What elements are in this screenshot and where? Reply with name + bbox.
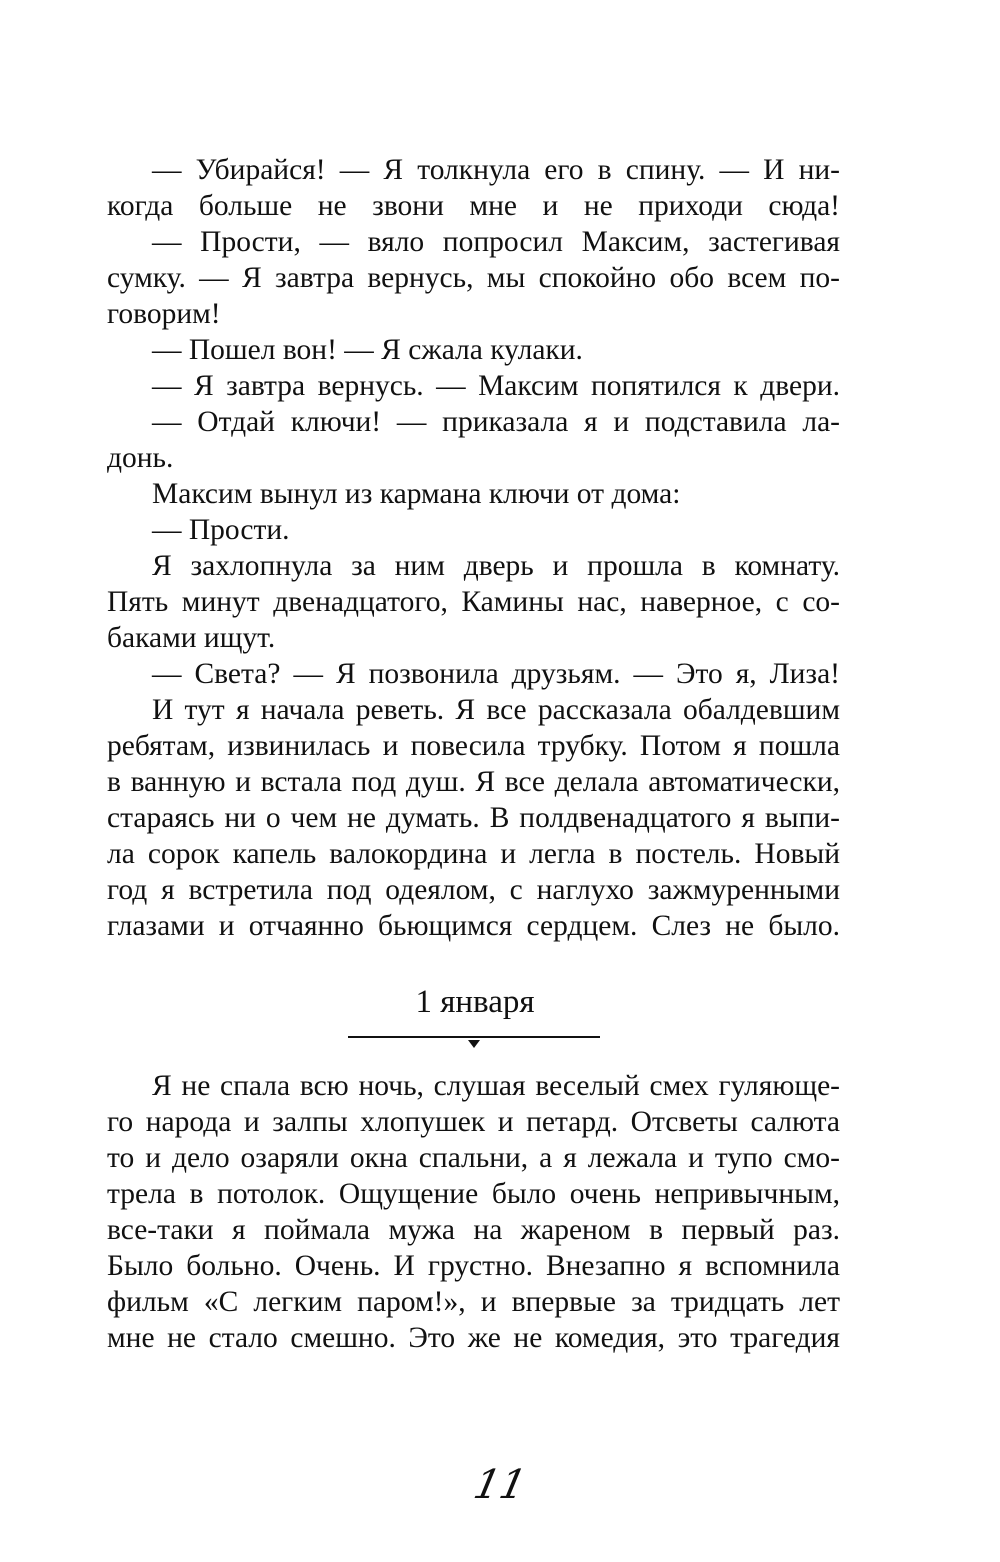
text-line: — Света? — Я позвонила друзьям. — Это я, Лиза!: [152, 658, 840, 690]
heading-rule: [348, 1036, 600, 1038]
text-line: го народа и залпы хлопушек и петард. Отсветы салюта: [107, 1106, 840, 1138]
text-line: ребятам, извинилась и повесила трубку. Потом я пошла: [107, 730, 840, 762]
text-line: Я захлопнула за ним дверь и прошла в комнату.: [152, 550, 840, 582]
text-line: — Убирайся! — Я толкнула его в спину. — И ни-: [152, 154, 840, 186]
text-line: баками ищут.: [107, 622, 276, 654]
text-line: говорим!: [107, 298, 221, 330]
text-line: донь.: [107, 442, 174, 474]
text-line: в ванную и встала под душ. Я все делала автоматически,: [107, 766, 840, 798]
text-line: Я не спала всю ночь, слушая веселый смех гуляюще-: [152, 1070, 840, 1102]
text-line: мне не стало смешно. Это же не комедия, это трагедия: [107, 1322, 840, 1354]
text-line: Максим вынул из кармана ключи от дома:: [152, 478, 681, 510]
text-line: И тут я начала реветь. Я все рассказала обалдевшим: [152, 694, 840, 726]
text-line: все-таки я поймала мужа на жареном в первый раз.: [107, 1214, 840, 1246]
text-line: — Пошел вон! — Я сжала кулаки.: [152, 334, 583, 366]
text-line: трела в потолок. Ощущение было очень непривычным,: [107, 1178, 840, 1210]
text-line: — Отдай ключи! — приказала я и подставила ла-: [152, 406, 840, 438]
text-line: фильм «С легким паром!», и впервые за тридцать лет: [107, 1286, 840, 1318]
text-line: ла сорок капель валокордина и легла в постель. Новый: [107, 838, 840, 870]
text-line: сумку. — Я завтра вернусь, мы спокойно обо всем по-: [107, 262, 840, 294]
text-line: то и дело озаряли окна спальни, а я лежала и тупо смо-: [107, 1142, 840, 1174]
text-line: когда больше не звони мне и не приходи сюда!: [107, 190, 840, 222]
text-line: Было больно. Очень. И грустно. Внезапно я вспомнила: [107, 1250, 840, 1282]
text-line: глазами и отчаянно бьющимся сердцем. Слез не было.: [107, 910, 840, 942]
text-line: — Прости.: [152, 514, 290, 546]
page-number: 11: [469, 1462, 531, 1508]
text-line: год я встретила под одеялом, с наглухо зажмуренными: [107, 874, 840, 906]
chapter-heading: 1 января: [415, 984, 535, 1020]
text-line: Пять минут двенадцатого, Камины нас, наверное, с со-: [107, 586, 840, 618]
text-line: стараясь ни о чем не думать. В полдвенадцатого я выпи-: [107, 802, 840, 834]
text-line: — Прости, — вяло попросил Максим, застегивая: [152, 226, 840, 258]
heading-ornament: [468, 1040, 480, 1048]
text-line: — Я завтра вернусь. — Максим попятился к двери.: [152, 370, 840, 402]
